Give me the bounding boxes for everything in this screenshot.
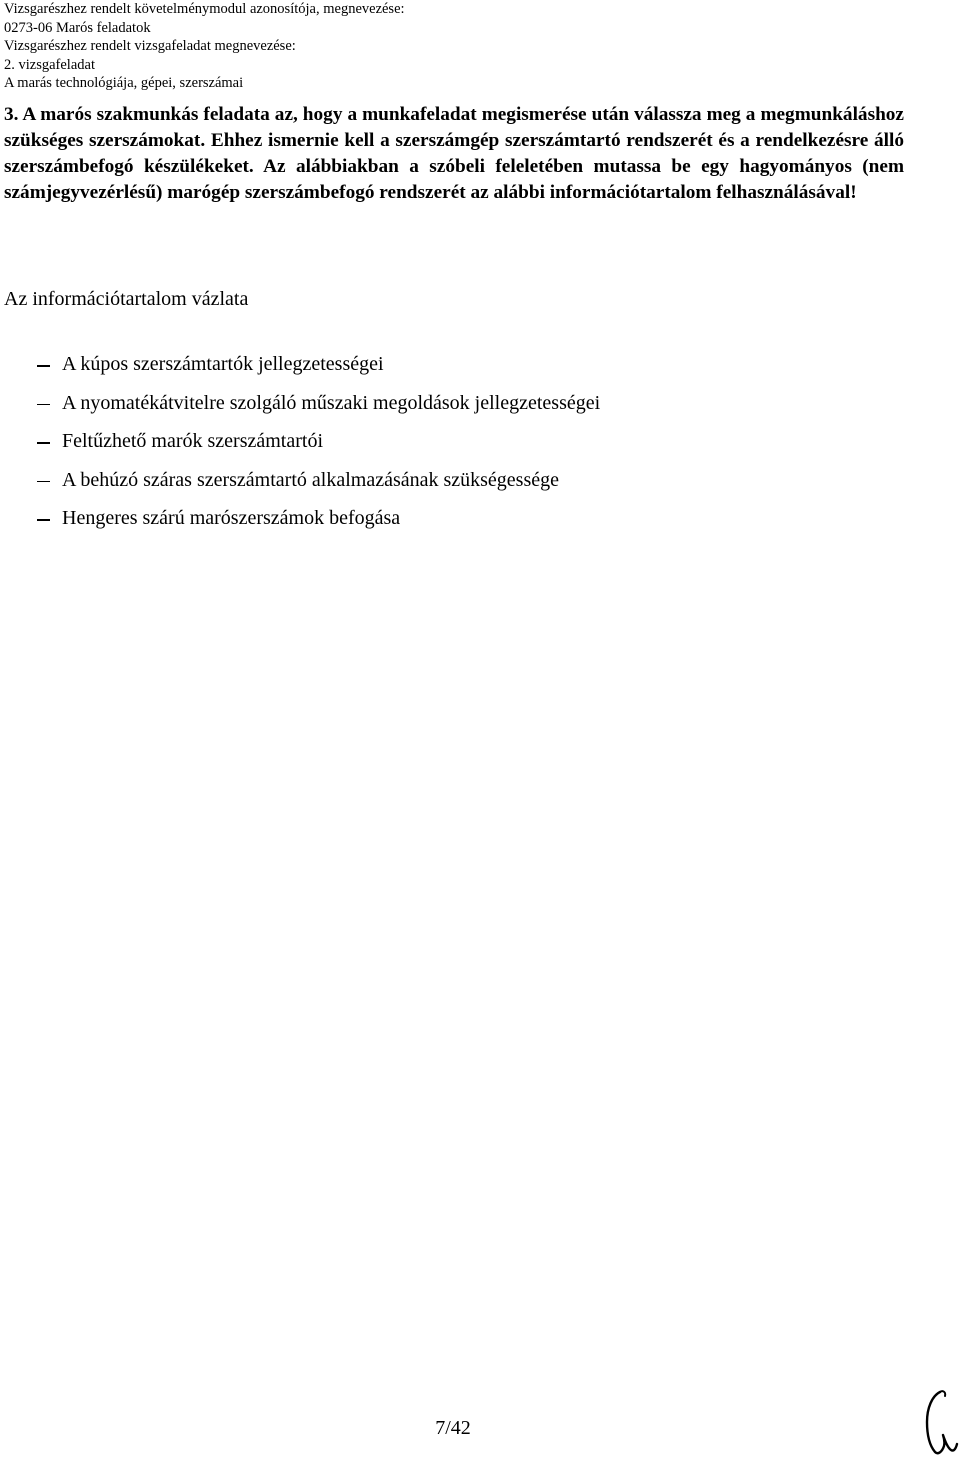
dash-bullet-icon bbox=[37, 442, 50, 444]
dash-bullet-icon bbox=[37, 481, 50, 483]
outline-item-text: A behúzó száras szerszámtartó alkalmazásának szükségessége bbox=[62, 468, 560, 491]
outline-item-text: Hengeres szárú marószerszámok befogása bbox=[62, 507, 401, 530]
header-task-number: 2. vizsgafeladat bbox=[4, 56, 95, 73]
header-module-label: Vizsgarészhez rendelt követelménymodul azonosítója, megnevezése: bbox=[4, 1, 405, 17]
dash-bullet-icon bbox=[37, 519, 50, 521]
header-module-name: 0273-06 Marós feladatok bbox=[4, 19, 151, 36]
dash-bullet-icon bbox=[37, 365, 50, 367]
outline-item-text: A nyomatékátvitelre szolgáló műszaki megoldások jellegzetességei bbox=[62, 391, 601, 414]
handwritten-initials-signature bbox=[918, 1386, 960, 1458]
dash-bullet-icon bbox=[37, 404, 50, 406]
task-description: 3. A marós szakmunkás feladata az, hogy a munkafeladat megismerése után válassza meg a megmunkáláshoz szükséges szerszámokat. Ehhez ismernie kell a szerszámgép szerszámtartó rendszerét és a rendelkezésre álló szerszámbefogó készülékeket. Az alábbiakban a szóbeli feleletében mutassa be egy hagyományos (nem számjegyvezérlésű) marógép szerszámbefogó rendszerét az alábbi információtartalom felhasználásával! bbox=[4, 104, 904, 203]
page-number: 7/42 bbox=[435, 1417, 471, 1439]
outline-title: Az információtartalom vázlata bbox=[4, 288, 249, 310]
header-task-topic: A marás technológiája, gépei, szerszámai bbox=[4, 75, 244, 92]
outline-item-text: A kúpos szerszámtartók jellegzetességei bbox=[62, 353, 384, 375]
outline-item-text: Feltűzhető marók szerszámtartói bbox=[62, 430, 324, 453]
header-task-label: Vizsgarészhez rendelt vizsgafeladat megnevezése: bbox=[4, 38, 296, 55]
document-header bbox=[4, 0, 944, 93]
